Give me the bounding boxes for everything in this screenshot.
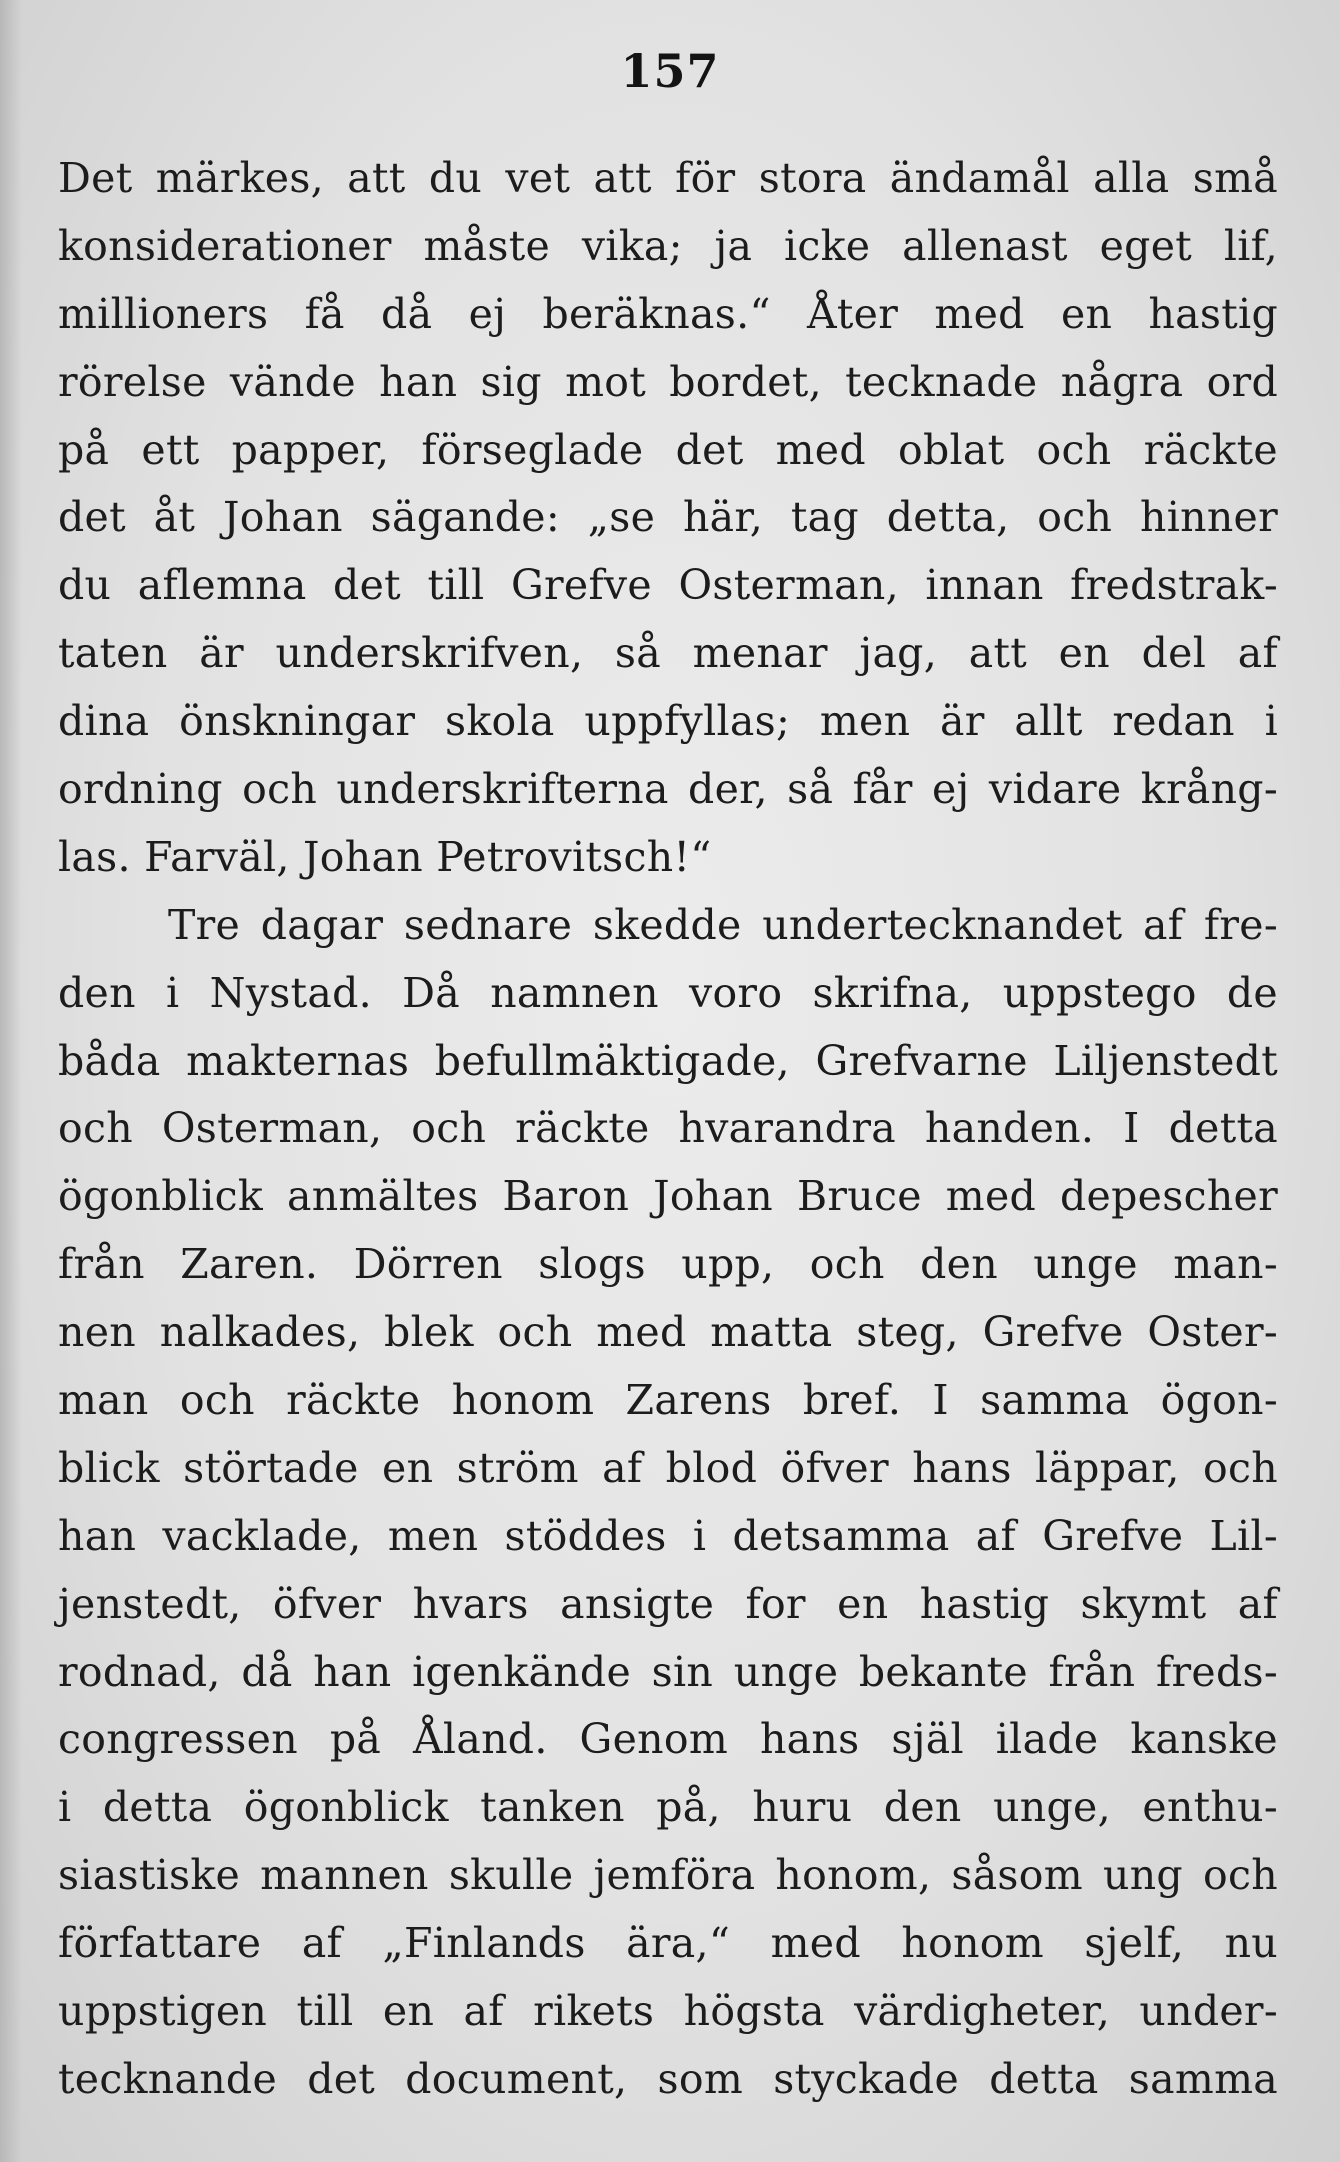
text-line: millioners få då ej beräknas.“ Åter med en hastig	[58, 289, 1278, 338]
text-line: han vacklade, men stöddes i detsamma af Grefve Lil-	[58, 1511, 1278, 1560]
text-line: tecknande det document, som styckade detta samma	[58, 2054, 1278, 2103]
text-line: båda makternas befullmäktigade, Grefvarne Liljenstedt	[58, 1036, 1278, 1085]
text-line: dina önskningar skola uppfyllas; men är allt redan i	[58, 697, 1278, 746]
text-line: det åt Johan sägande: „se här, tag detta, och hinner	[58, 493, 1278, 542]
text-line: las. Farväl, Johan Petrovitsch!“	[58, 832, 712, 881]
text-line: ordning och underskrifterna der, så får ej vidare krång-	[58, 765, 1278, 814]
body-text	[58, 145, 1278, 2114]
text-line: den i Nystad. Då namnen voro skrifna, uppstego de	[58, 968, 1278, 1017]
text-line: och Osterman, och räckte hvarandra handen. I detta	[58, 1104, 1278, 1153]
text-line: jenstedt, öfver hvars ansigte for en hastig skymt af	[58, 1579, 1278, 1628]
text-line: congressen på Åland. Genom hans själ ilade kanske	[58, 1715, 1278, 1764]
text-line: författare af „Finlands ära,“ med honom sjelf, nu	[58, 1919, 1278, 1968]
text-line: man och räckte honom Zarens bref. I samma ögon-	[58, 1376, 1278, 1425]
text-line: nen nalkades, blek och med matta steg, Grefve Oster-	[58, 1308, 1278, 1357]
text-line: rodnad, då han igenkände sin unge bekante från freds-	[58, 1647, 1278, 1696]
text-line: Det märkes, att du vet att för stora ändamål alla små	[58, 154, 1278, 202]
text-line: siastiske mannen skulle jemföra honom, såsom ung och	[58, 1851, 1278, 1900]
text-line: taten är underskrifven, så menar jag, att en del af	[58, 629, 1278, 678]
text-line: Tre dagar sednare skedde undertecknandet af fre-	[168, 900, 1278, 949]
text-line: uppstigen till en af rikets högsta värdigheter, under-	[58, 1987, 1278, 2036]
page-number: 157	[620, 44, 720, 98]
text-line: på ett papper, förseglade det med oblat och räckte	[58, 425, 1278, 474]
text-line: du aflemna det till Grefve Osterman, innan fredstrak-	[58, 561, 1278, 610]
text-line: från Zaren. Dörren slogs upp, och den unge man-	[58, 1240, 1278, 1289]
text-line: blick störtade en ström af blod öfver hans läppar, och	[58, 1443, 1278, 1492]
text-line: rörelse vände han sig mot bordet, tecknade några ord	[58, 357, 1278, 406]
text-line: konsiderationer måste vika; ja icke allenast eget lif,	[58, 221, 1278, 270]
gutter-shadow	[0, 0, 22, 2162]
text-line: ögonblick anmältes Baron Johan Bruce med depescher	[58, 1172, 1278, 1221]
text-line: i detta ögonblick tanken på, huru den unge, enthu-	[58, 1783, 1278, 1832]
